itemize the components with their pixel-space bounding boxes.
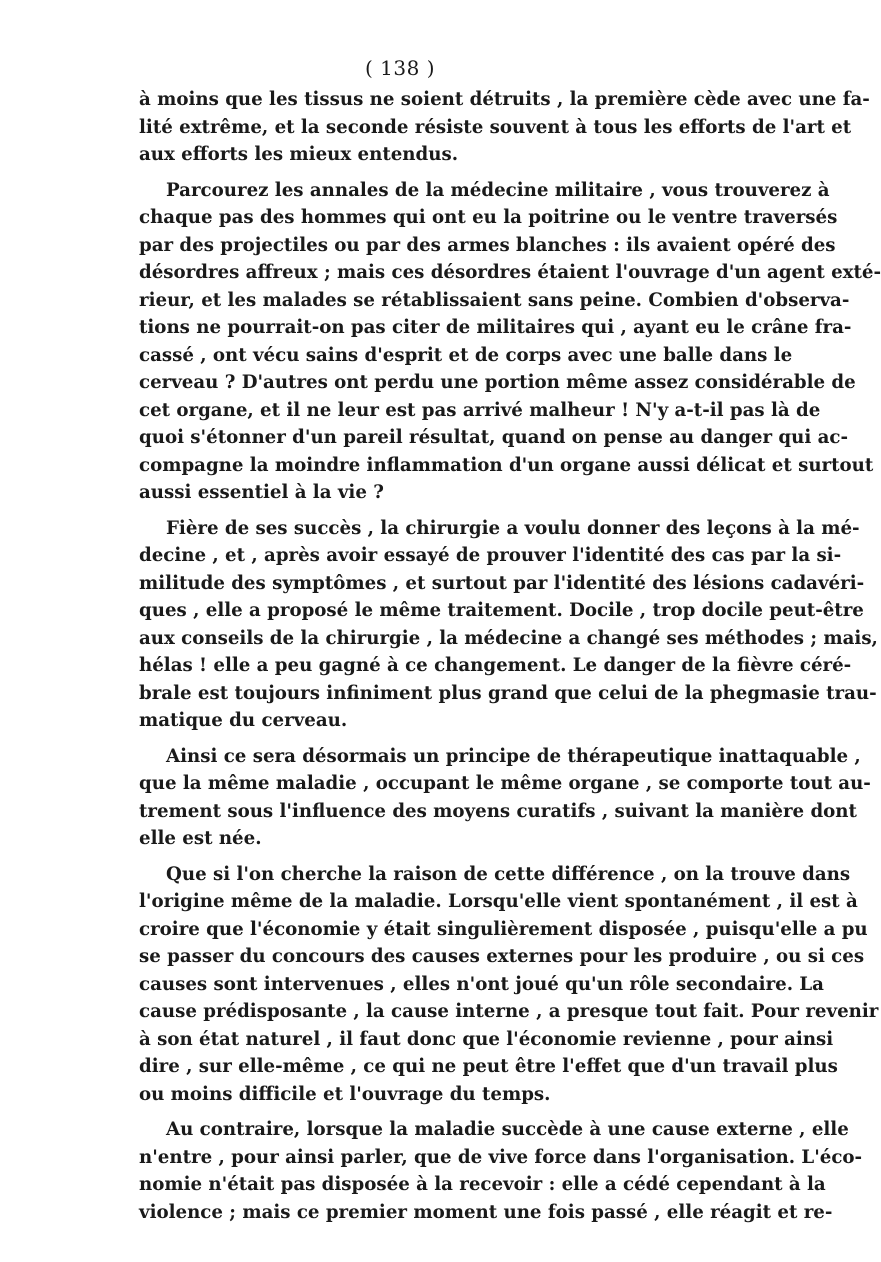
paragraph [139,743,871,853]
text-line: cet organe, et il ne leur est pas arrivé malheur ! N'y a-t-il pas là de [139,399,821,421]
paragraph-gap [139,169,679,177]
paragraph [139,515,878,735]
text-line: brale est toujours infiniment plus grand que celui de la phegmasie trau- [139,682,877,704]
page-number: ( 138 ) [365,56,435,80]
text-line: nomie n'était pas disposée à la recevoir : elle a cédé cependant à la [139,1174,826,1195]
text-line: se passer du concours des causes externes pour les produire , ou si ces [139,946,865,967]
text-line: Que si l'on cherche la raison de cette différence , on la trouve dans [166,863,851,885]
text-line: trement sous l'influence des moyens curatifs , suivant la manière dont [139,800,857,822]
text-line: ou moins difficile et l'ouvrage du temps. [139,1083,551,1105]
text-line: Au contraire, lorsque la maladie succède à une cause externe , elle [166,1119,849,1140]
text-line: dire , sur elle-même , ce qui ne peut être l'effet que d'un travail plus [139,1056,838,1077]
text-line: quoi s'étonner d'un pareil résultat, quand on pense au danger qui ac- [139,427,848,448]
text-line: militude des symptômes , et surtout par l'identité des lésions cadavéri- [139,572,865,594]
text-line: cassé , ont vécu sains d'esprit et de corps avec une balle dans le [139,344,793,366]
text-line: l'origine même de la maladie. Lorsqu'elle vient spontanément , il est à [139,891,858,912]
text-line: à son état naturel , il faut donc que l'économie revienne , pour ainsi [139,1028,834,1050]
text-line: hélas ! elle a peu gagné à ce changement. Le danger de la fièvre céré- [139,655,852,676]
text-line: croire que l'économie y était singulièrement disposée , puisqu'elle a pu [139,918,868,940]
text-line: cause prédisposante , la cause interne , a presque tout fait. Pour revenir [139,1001,879,1022]
paragraph [139,177,881,507]
text-line: que la même maladie , occupant le même organe , se comporte tout au- [139,773,871,794]
paragraph-gap [139,1108,679,1116]
paragraph-gap [139,735,679,743]
paragraph [139,861,879,1109]
text-line: elle est née. [139,828,262,849]
paragraph-gap [139,853,679,861]
paragraph [139,1116,863,1226]
text-line: aux efforts les mieux entendus. [139,144,459,165]
paragraph [139,86,870,169]
text-line: matique du cerveau. [139,710,348,731]
text-line: rieur, et les malades se rétablissaient sans peine. Combien d'observa- [139,289,850,311]
text-line: decine , et , après avoir essayé de prouver l'identité des cas par la si- [139,545,842,566]
text-line: aussi essentiel à la vie ? [139,482,384,503]
paragraph-gap [139,507,679,515]
text-line: Ainsi ce sera désormais un principe de thérapeutique inattaquable , [166,745,861,767]
text-line: n'entre , pour ainsi parler, que de vive force dans l'organisation. L'éco- [139,1146,863,1168]
text-line: Parcourez les annales de la médecine militaire , vous trouverez à [166,179,830,201]
body-text [139,86,881,1226]
text-line: ques , elle a proposé le même traitement. Docile , trop docile peut-être [139,600,864,621]
text-line: violence ; mais ce premier moment une fois passé , elle réagit et re- [139,1201,833,1223]
text-line: aux conseils de la chirurgie , la médecine a changé ses méthodes ; mais, [139,627,878,649]
text-line: cerveau ? D'autres ont perdu une portion même assez considérable de [139,372,856,393]
text-line: chaque pas des hommes qui ont eu la poitrine ou le ventre traversés [139,207,838,228]
text-line: à moins que les tissus ne soient détruits , la première cède avec une fa- [139,89,870,110]
text-line: par des projectiles ou par des armes blanches : ils avaient opéré des [139,234,836,256]
text-line: Fière de ses succès , la chirurgie a voulu donner des leçons à la mé- [166,517,860,539]
text-line: causes sont intervenues , elles n'ont joué qu'un rôle secondaire. La [139,973,824,995]
text-line: tions ne pourrait-on pas citer de militaires qui , ayant eu le crâne fra- [139,317,852,338]
text-line: lité extrême, et la seconde résiste souvent à tous les efforts de l'art et [139,116,852,138]
text-line: compagne la moindre inflammation d'un organe aussi délicat et surtout [139,454,874,476]
text-line: désordres affreux ; mais ces désordres étaient l'ouvrage d'un agent exté- [139,262,881,283]
